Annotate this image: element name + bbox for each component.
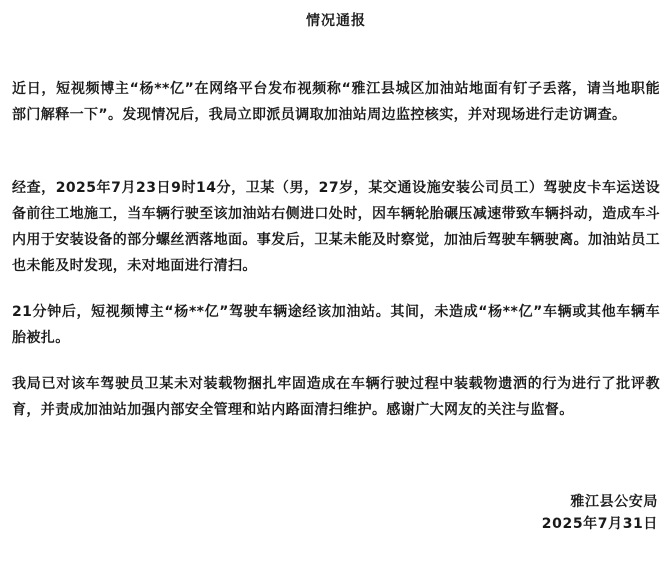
paragraph-conclusion: 我局已对该车驾驶员卫某未对装载物捆扎牢固造成在车辆行驶过程中装载物遗洒的行为进行了批评教育，并责成加油站加强内部安全管理和站内路面清扫维护。感谢广大网友的关注与监督。 <box>12 376 660 418</box>
document-title: 情况通报 <box>306 13 366 29</box>
paragraph-intro: 近日，短视频博主“杨**亿”在网络平台发布视频称“雅江县城区加油站地面有钉子丢落，请当地职能部门解释一下”。发现情况后，我局立即派员调取加油站周边监控核实，并对现场进行走访调查。 <box>12 81 660 123</box>
signature-date: 2025年7月31日 <box>541 516 658 532</box>
paragraph-investigation: 经查，2025年7月23日9时14分，卫某（男，27岁，某交通设施安装公司员工）驾驶皮卡车运送设备前往工地施工，当车辆行驶至该加油站右侧进口处时，因车辆轮胎碾压减速带致车辆抖动，造成车斗内用于安装设备的部分螺丝洒落地面。事发后，卫某未能及时察觉，加油后驾驶车辆驶离。加油站员工也未能及时发现，未对地面进行清扫。 <box>12 180 660 274</box>
signature-organization: 雅江县公安局 <box>570 494 658 510</box>
paragraph-followup: 21分钟后，短视频博主“杨**亿”驾驶车辆途经该加油站。其间，未造成“杨**亿”车辆或其他车辆车胎被扎。 <box>12 304 660 346</box>
